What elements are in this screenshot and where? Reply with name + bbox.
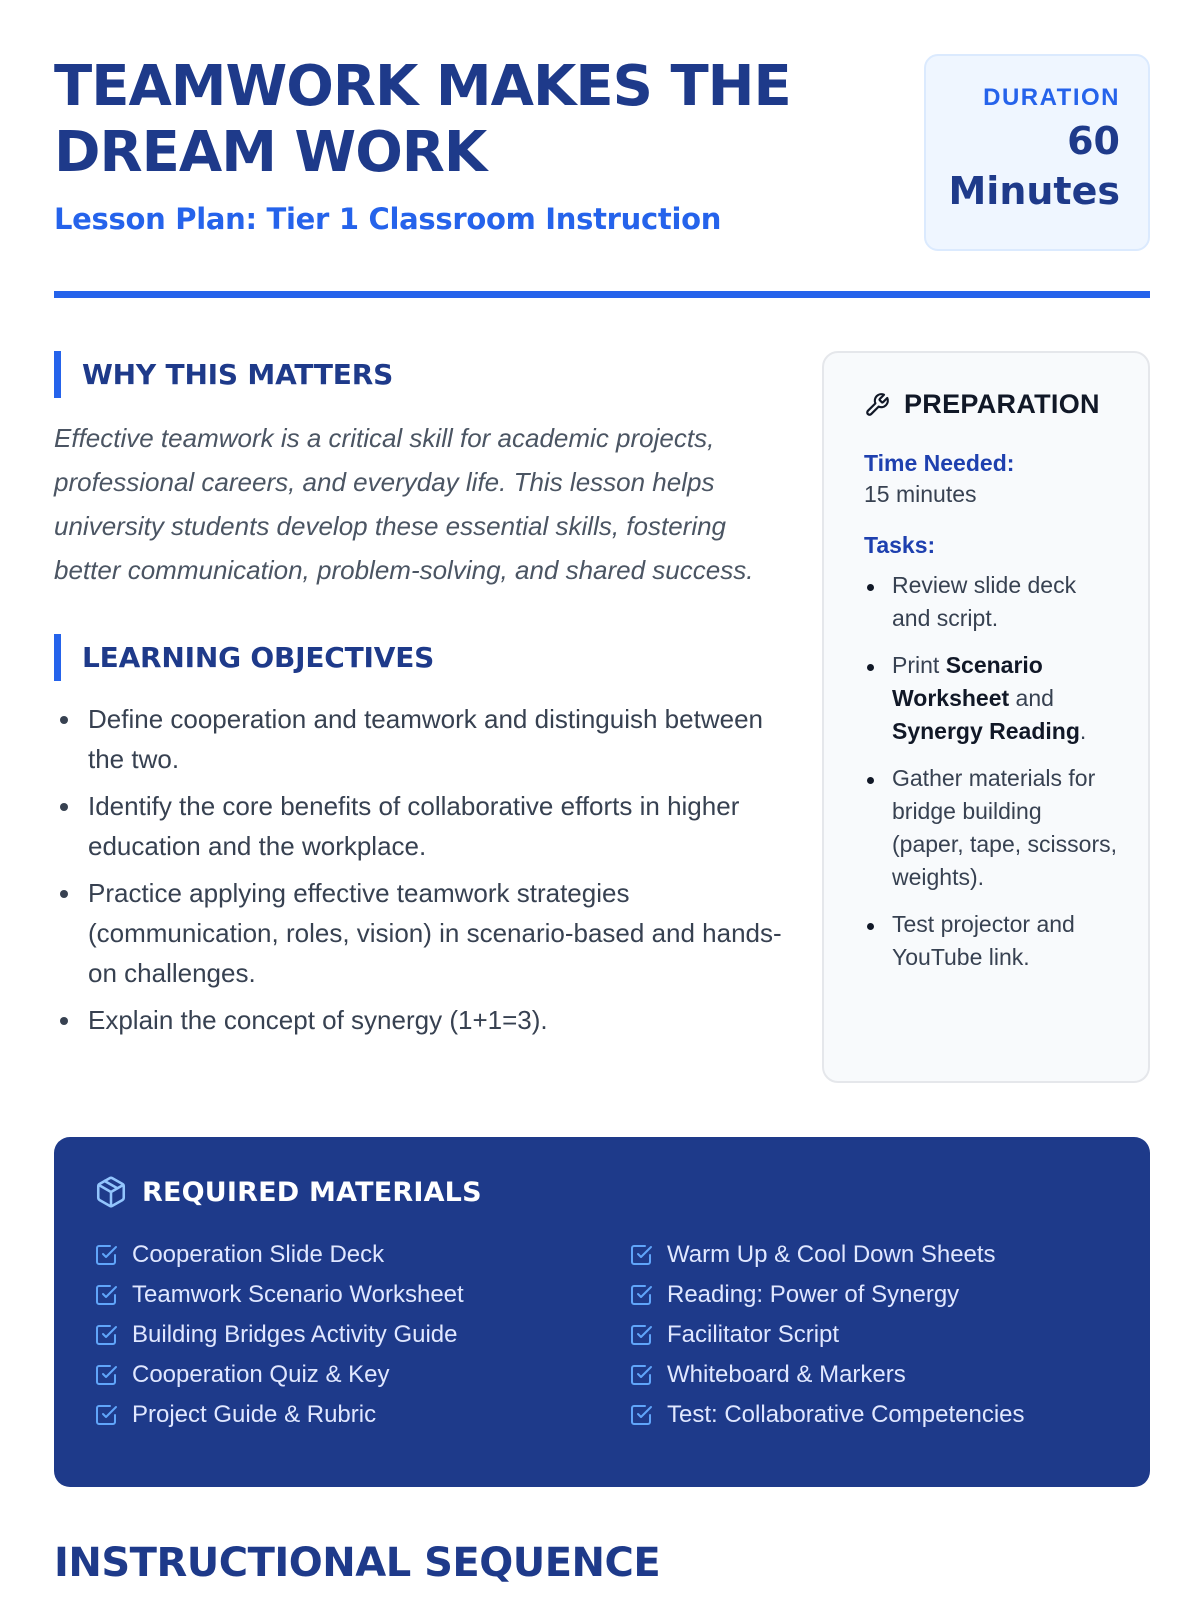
why-text: Effective teamwork is a critical skill for academic projects, professional careers, and everyday life. This lesson helps university students develop these essential skills, fostering better communication, problem-solving, and shared success. — [54, 423, 754, 585]
time-needed-label: Time Needed: — [864, 450, 1015, 476]
materials-grid — [94, 1239, 1110, 1431]
material-label: Building Bridges Activity Guide — [132, 1321, 458, 1348]
sequence-heading: INSTRUCTIONAL SEQUENCE — [54, 1540, 661, 1586]
objective-item: Explain the concept of synergy (1+1=3). — [54, 1000, 784, 1040]
materials-heading — [94, 1175, 1110, 1209]
page-title: TEAMWORK MAKES THE DREAM WORK — [54, 54, 791, 185]
box-icon — [94, 1175, 128, 1209]
material-label: Project Guide & Rubric — [132, 1401, 377, 1428]
material-item — [94, 1319, 629, 1351]
material-label: Teamwork Scenario Worksheet — [132, 1281, 464, 1308]
material-label: Facilitator Script — [667, 1321, 840, 1348]
page-subtitle: Lesson Plan: Tier 1 Classroom Instruction — [54, 202, 722, 236]
header-divider — [54, 291, 1150, 298]
objectives-list — [54, 699, 784, 1040]
task-emphasis: Scenario Worksheet — [892, 652, 1043, 711]
objectives-heading: LEARNING OBJECTIVES — [54, 634, 784, 681]
preparation-card — [822, 351, 1150, 1083]
checkbox-checked-icon — [629, 1243, 653, 1267]
duration-label: DURATION — [983, 84, 1120, 111]
checkbox-checked-icon — [94, 1283, 118, 1307]
task-text: . — [1079, 718, 1087, 744]
materials-heading-text: REQUIRED MATERIALS — [142, 1176, 482, 1208]
objective-item: Practice applying effective teamwork strategies (communication, roles, vision) in scenario-based and hands-on challenges. — [54, 873, 784, 993]
objective-item: Identify the core benefits of collaborative efforts in higher education and the workplace. — [54, 786, 784, 866]
material-label: Warm Up & Cool Down Sheets — [667, 1241, 996, 1268]
material-label: Test: Collaborative Competencies — [667, 1401, 1025, 1428]
material-label: Whiteboard & Markers — [667, 1361, 906, 1388]
materials-panel — [54, 1137, 1150, 1487]
checkbox-checked-icon — [94, 1243, 118, 1267]
material-label: Cooperation Slide Deck — [132, 1241, 385, 1268]
checkbox-checked-icon — [94, 1363, 118, 1387]
checkbox-checked-icon — [629, 1283, 653, 1307]
task-item — [864, 908, 1118, 974]
tasks-list — [864, 569, 1118, 974]
duration-value: 60 Minutes — [948, 119, 1120, 213]
material-item — [629, 1239, 1109, 1271]
checkbox-checked-icon — [94, 1323, 118, 1347]
checkbox-checked-icon — [94, 1403, 118, 1427]
task-item — [864, 569, 1118, 635]
lesson-header — [54, 54, 1150, 299]
task-emphasis: Synergy Reading — [892, 718, 1080, 744]
material-item — [629, 1399, 1109, 1431]
checkbox-checked-icon — [629, 1363, 653, 1387]
checkbox-checked-icon — [629, 1403, 653, 1427]
task-text: Gather materials for bridge building (paper, tape, scissors, weights). — [892, 765, 1117, 890]
material-label: Cooperation Quiz & Key — [132, 1361, 390, 1388]
why-heading: WHY THIS MATTERS — [54, 351, 784, 398]
task-text: Review slide deck and script. — [892, 572, 1077, 631]
material-label: Reading: Power of Synergy — [667, 1281, 960, 1308]
task-text: Test projector and YouTube link. — [892, 911, 1075, 970]
preparation-heading — [864, 389, 1118, 420]
task-text: and — [1009, 685, 1054, 711]
wrench-icon — [864, 392, 890, 418]
material-item — [629, 1279, 1109, 1311]
main-content — [54, 351, 784, 1047]
preparation-heading-text: PREPARATION — [904, 389, 1100, 419]
task-item — [864, 762, 1118, 894]
material-item — [94, 1239, 629, 1271]
material-item — [629, 1359, 1109, 1391]
duration-card — [924, 54, 1150, 251]
objective-item: Define cooperation and teamwork and distinguish between the two. — [54, 699, 784, 779]
tasks-label: Tasks: — [864, 532, 936, 558]
checkbox-checked-icon — [629, 1323, 653, 1347]
material-item — [94, 1279, 629, 1311]
material-item — [629, 1319, 1109, 1351]
time-needed-value: 15 minutes — [864, 481, 977, 507]
task-text: Print — [892, 652, 946, 678]
material-item — [94, 1359, 629, 1391]
task-item — [864, 649, 1118, 748]
material-item — [94, 1399, 629, 1431]
